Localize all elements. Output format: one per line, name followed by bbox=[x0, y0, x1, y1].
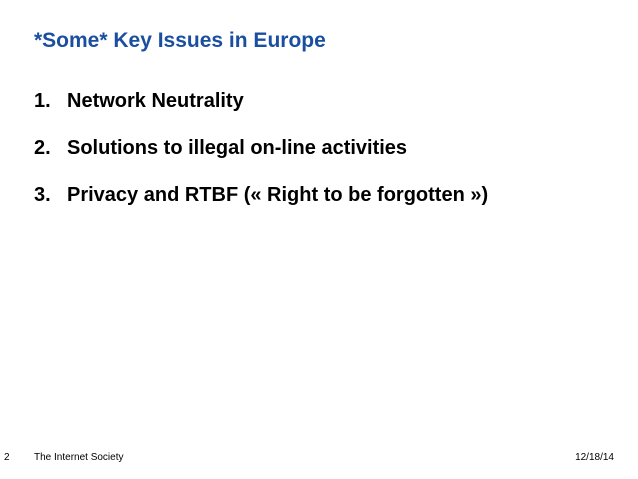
list-item-text: Privacy and RTBF (« Right to be forgotten ») bbox=[67, 184, 489, 206]
list-item-number: 2. bbox=[34, 137, 51, 159]
slide-title: *Some* Key Issues in Europe bbox=[34, 29, 326, 52]
issues-list bbox=[34, 88, 488, 229]
list-item bbox=[34, 135, 488, 182]
list-item bbox=[34, 88, 488, 135]
list-item bbox=[34, 182, 488, 229]
footer-organization: The Internet Society bbox=[34, 452, 124, 463]
page-number: 2 bbox=[4, 452, 10, 463]
slide-footer bbox=[0, 452, 638, 466]
footer-date: 12/18/14 bbox=[575, 452, 614, 463]
list-item-number: 3. bbox=[34, 184, 51, 206]
list-item-number: 1. bbox=[34, 90, 51, 112]
list-item-text: Network Neutrality bbox=[67, 90, 244, 112]
list-item-text: Solutions to illegal on-line activities bbox=[67, 137, 408, 159]
